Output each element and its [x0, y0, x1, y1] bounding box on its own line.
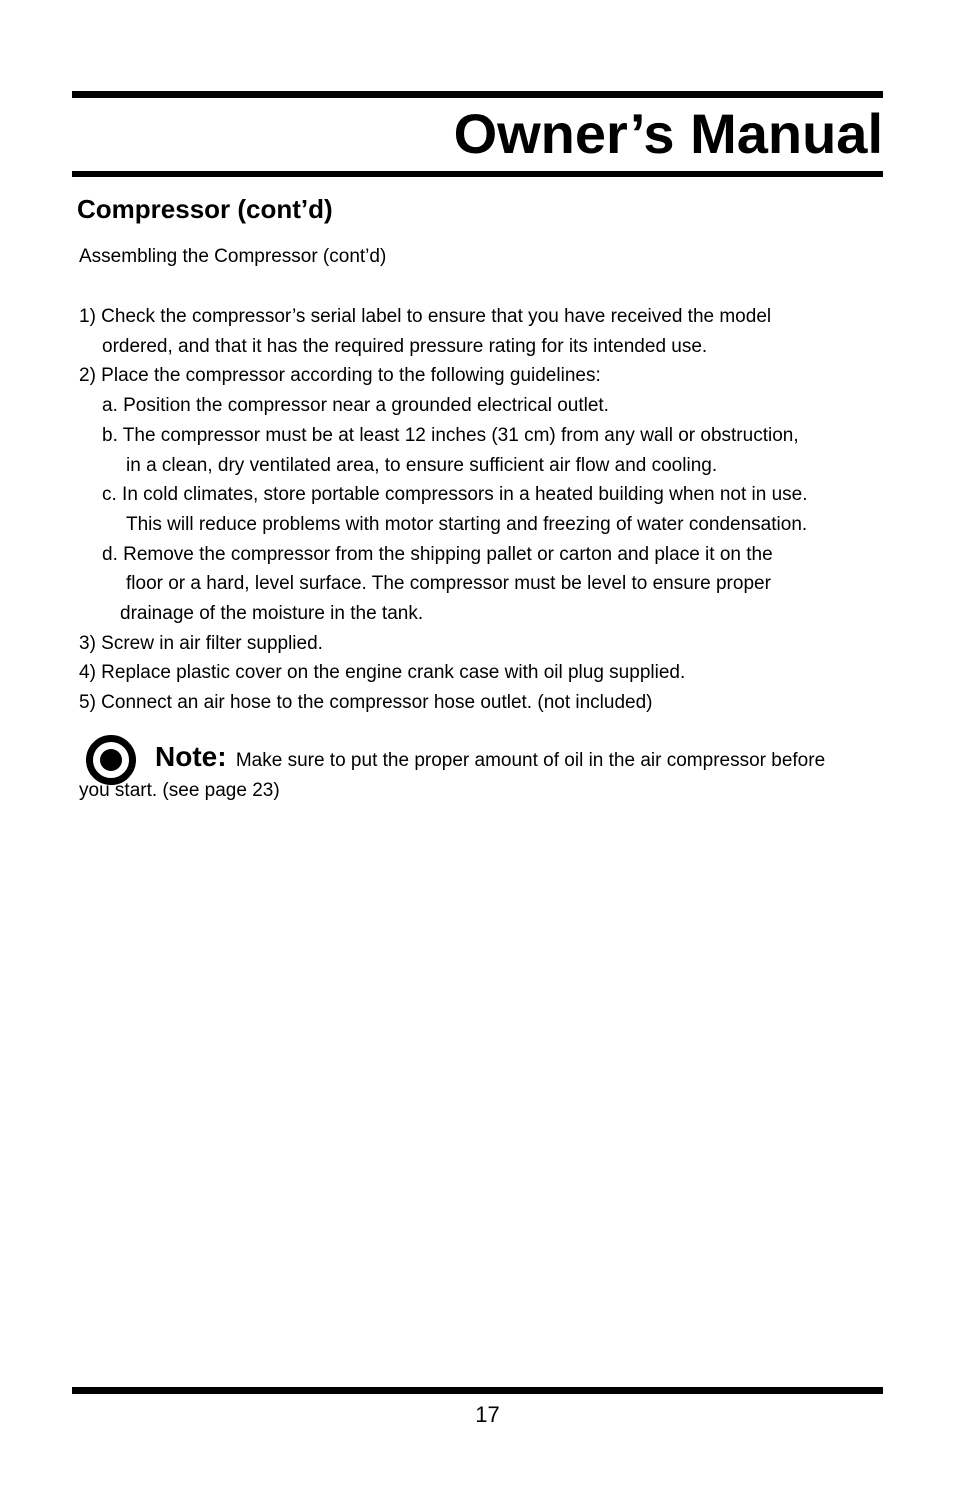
step-2d-line-1: d. Remove the compressor from the shipping pallet or carton and place it on the: [102, 543, 773, 565]
note-text-line-1: Make sure to put the proper amount of oil in the air compressor before: [235, 750, 826, 771]
note-callout: [79, 742, 909, 806]
step-1-line-2: ordered, and that it has the required pressure rating for its intended use.: [102, 335, 708, 357]
step-2b-line-2: in a clean, dry ventilated area, to ensure sufficient air flow and cooling.: [126, 454, 718, 476]
step-2-text: 2) Place the compressor according to the following guidelines:: [79, 365, 601, 387]
step-2: [79, 361, 909, 628]
page-title: Owner’s Manual: [453, 102, 883, 165]
note-line-1: [79, 742, 909, 776]
footer-rule: [72, 1387, 883, 1394]
step-4-text: 4) Replace plastic cover on the engine crank case with oil plug supplied.: [79, 662, 686, 684]
page-number: 17: [475, 1402, 500, 1427]
step-5-text: 5) Connect an air hose to the compressor hose outlet. (not included): [79, 692, 653, 714]
section-heading: Compressor (cont’d): [77, 194, 333, 224]
step-2c-line-1: c. In cold climates, store portable compressors in a heated building when not in use.: [102, 484, 808, 506]
note-label: Note:: [155, 741, 227, 772]
step-3: [79, 629, 909, 659]
step-4: [79, 658, 909, 688]
assembly-steps-list: [79, 302, 909, 718]
step-2a: a. Position the compressor near a grounded electrical outlet.: [102, 395, 609, 417]
section-subheading: Assembling the Compressor (cont’d): [79, 246, 387, 267]
step-2d-line-3: drainage of the moisture in the tank.: [120, 603, 424, 625]
note-text-line-2: you start. (see page 23): [79, 780, 280, 801]
step-1-line-1: 1) Check the compressor’s serial label to ensure that you have received the model: [79, 306, 772, 327]
step-2c-line-2: This will reduce problems with motor starting and freezing of water condensation.: [126, 513, 808, 535]
step-2d-line-2: floor or a hard, level surface. The compressor must be level to ensure proper: [126, 573, 771, 595]
step-3-text: 3) Screw in air filter supplied.: [79, 632, 323, 654]
step-1: [79, 302, 909, 361]
step-2b-line-1: b. The compressor must be at least 12 inches (31 cm) from any wall or obstruction,: [102, 424, 799, 446]
header-bottom-rule: [72, 171, 883, 177]
step-5: [79, 688, 909, 718]
